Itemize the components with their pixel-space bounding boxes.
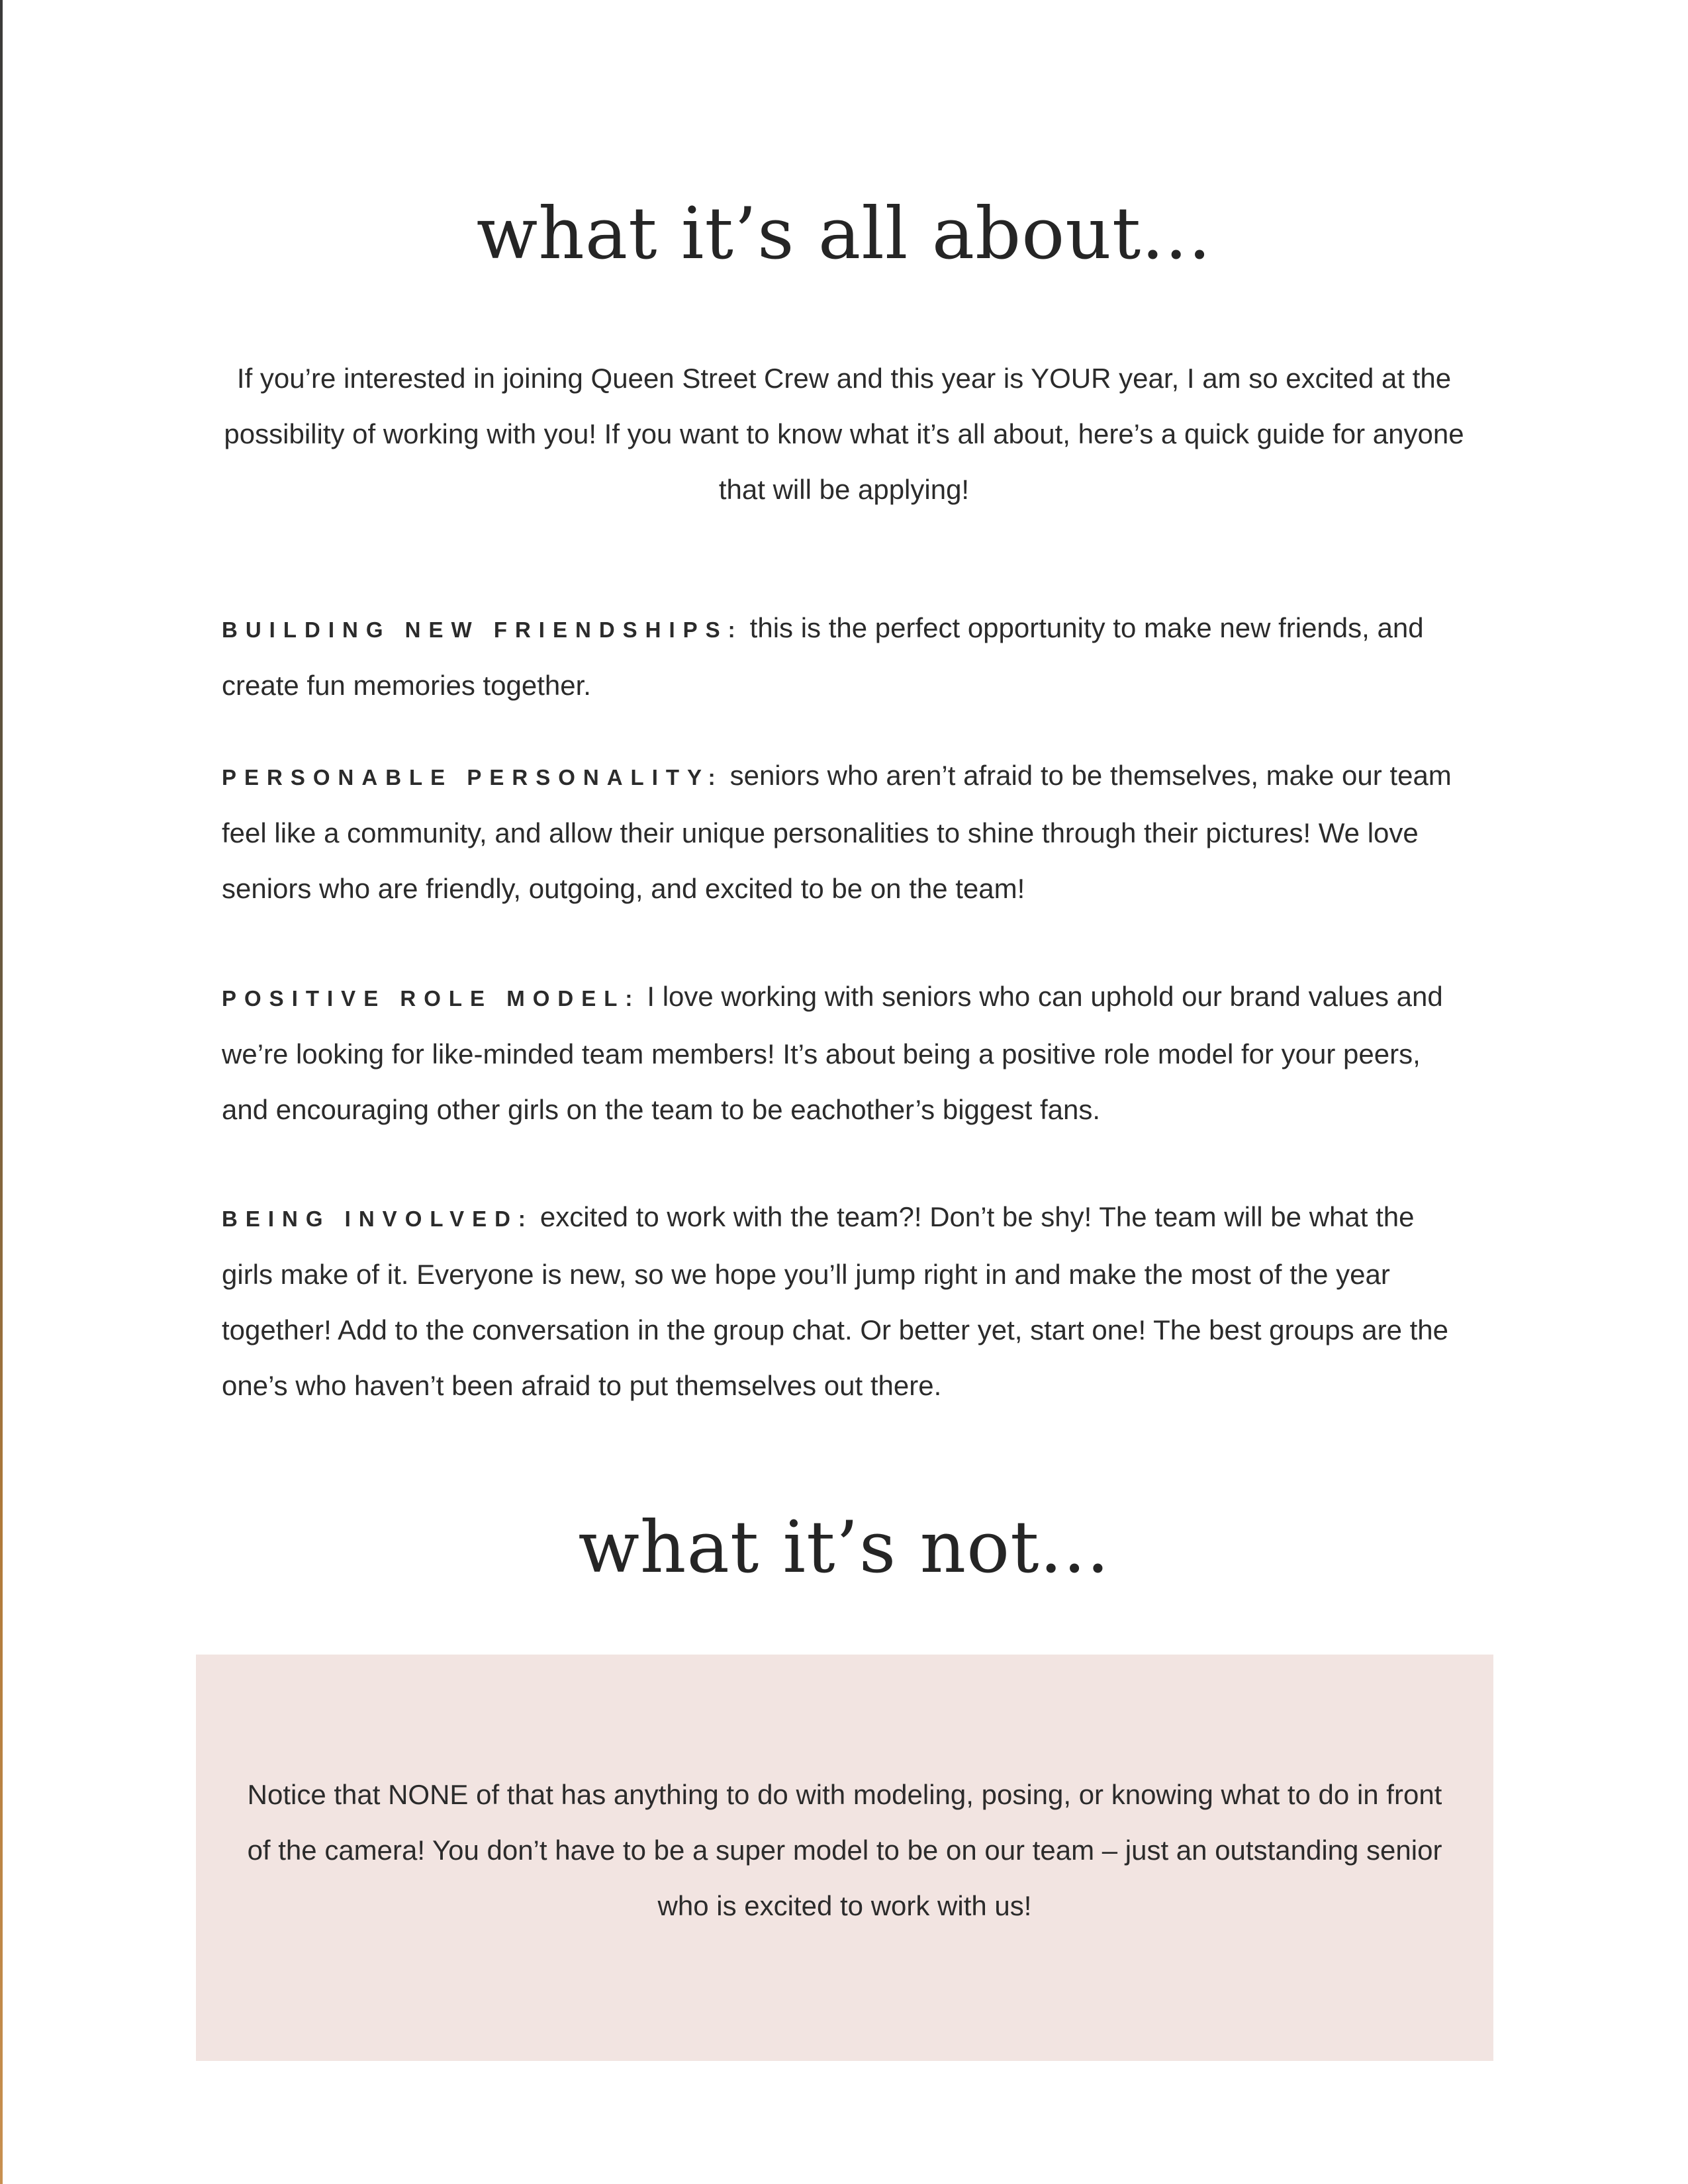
section-positive-role-model: [222, 969, 1466, 1138]
section-label: BUILDING NEW FRIENDSHIPS:: [222, 617, 743, 642]
section-personable-personality: [222, 748, 1466, 917]
note-box: [196, 1655, 1493, 2061]
section-text: this is the perfect opportunity to make new friends, and create fun memories together.: [222, 612, 1424, 701]
section-being-involved: [222, 1189, 1466, 1414]
section-label: BEING INVOLVED:: [222, 1206, 534, 1231]
about-heading: what it’s all about...: [476, 193, 1212, 275]
intro-paragraph: If you’re interested in joining Queen Street Crew and this year is YOUR year, I am so excited at the possibility of working with you! If you want to know what it’s all about, here’s a quick guide for anyone that will be applying!: [224, 363, 1464, 505]
section-label: POSITIVE ROLE MODEL:: [222, 986, 641, 1011]
note-text: Notice that NONE of that has anything to do with modeling, posing, or knowing what to do in front of the camera! You don’t have to be a super model to be on our team – just an outstanding senior who is excited to work with us!: [247, 1779, 1442, 1921]
not-heading: what it’s not...: [578, 1506, 1110, 1589]
section-text: I love working with seniors who can uphold our brand values and we’re looking for like-minded team members! It’s about being a positive role model for your peers, and encouraging other girls on the team to be eachother’s biggest fans.: [222, 981, 1443, 1125]
section-label: PERSONABLE PERSONALITY:: [222, 765, 724, 790]
section-text: excited to work with the team?! Don’t be shy! The team will be what the girls make of it. Everyone is new, so we hope you’ll jump right in and make the most of the year together! Add to the conversation in the group chat. Or better yet, start one! The best groups are the one’s who haven’t been afraid to put themselves out there.: [222, 1201, 1449, 1401]
page-edge-shadow: [0, 0, 3, 2184]
section-text: seniors who aren’t afraid to be themselves, make our team feel like a community, and allow their unique personalities to shine through their pictures! We love seniors who are friendly, outgoing, and excited to be on the team!: [222, 760, 1452, 904]
section-building-friendships: [222, 600, 1466, 713]
